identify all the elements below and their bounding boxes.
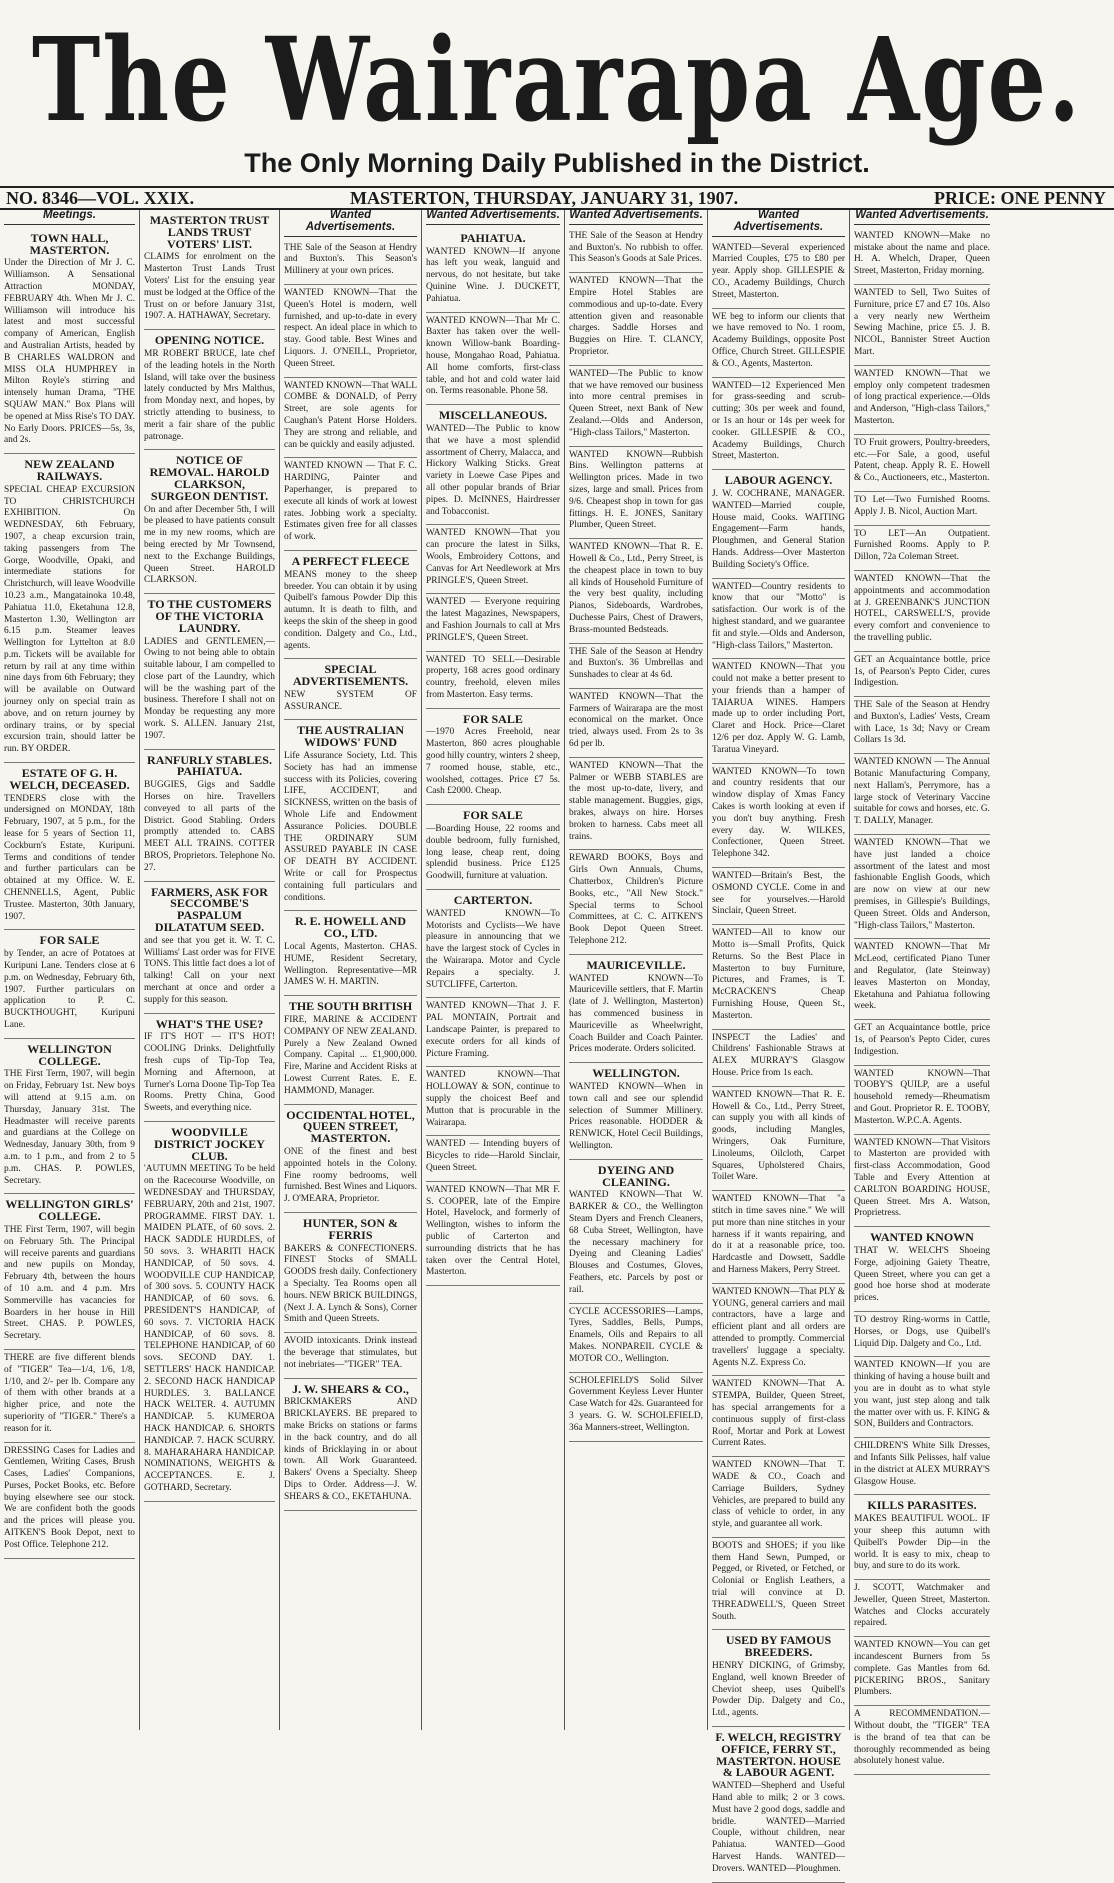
advertisement <box>712 579 845 660</box>
advertisement-body: WANTED—The Public to know that we have removed our business into more central premises in Queen Street, next Bank of New Zealand.—Olds and Anderson, "High-class Tailors," Masterton. <box>569 368 703 438</box>
advertisement-body: CLAIMS for enrolment on the Masterton Trust Lands Trust Voters' List for the ensuing year must be lodged at the Office of the Trust on or before January 31st, 1907. A. HATHAWAY, Secretary. <box>144 252 275 322</box>
advertisement-body: WANTED KNOWN—That you can procure the latest in Silks, Wools, Embroidery Cottons, and Canvas for Art Needlework at Mrs PRINGLE'S, Queen Street. <box>426 528 560 586</box>
advertisement <box>854 1135 990 1228</box>
advertisement <box>144 882 275 1014</box>
advertisement-body: WANTED TO SELL—Desirable property, 168 acres good ordinary country, freehold, eleven miles from Masterton. Easy terms. <box>426 654 560 700</box>
advertisement <box>854 1438 990 1495</box>
advertisement-body: WANTED KNOWN—You can get incandescent Burners from 5s complete. Gas Mantles from 6d. PICKERING BROS., Sanitary Plumbers. <box>854 1640 990 1698</box>
newspaper-subtitle: The Only Morning Daily Published in the District. <box>244 148 870 178</box>
advertisement <box>426 594 560 651</box>
advertisement <box>854 285 990 366</box>
advertisement-title: TO THE CUSTOMERS OF THE VICTORIA LAUNDRY. <box>147 597 272 635</box>
advertisement-body: THE Sale of the Season at Hendry and Buxton's, Ladies' Vests, Cream with Lace, 1s 3d; Navy or Cream Collars 1s 3d. <box>854 700 990 746</box>
advertisement-title: OCCIDENTAL HOTEL, QUEEN STREET, MASTERTON. <box>286 1107 415 1146</box>
advertisement-title: WELLINGTON COLLEGE. <box>27 1041 112 1068</box>
advertisement-body: WANTED KNOWN—That we have just landed a choice assortment of the latest and most fashionable English Goods, which are now on view at our new premises, in Gillespie's Buildings, Queen Street. Olds and Anderson, "High-class Tailors," Masterton. <box>854 838 990 931</box>
advertisement-body: WANTED KNOWN—To Mauriceville settlers, that F. Martin (late of J. Wellington, Masterton) has commenced business in Mauriceville as Wheelwright, Coach Builder and Coach Painter. Prices moderate. Orders solicited. <box>569 973 703 1055</box>
advertisement <box>569 539 703 643</box>
advertisement-body: WANTED — Intending buyers of Bicycles to ride—Harold Sinclair, Queen Street. <box>426 1139 560 1173</box>
advertisement-title: SPECIAL ADVERTISEMENTS. <box>292 662 409 689</box>
advertisement-body: WANTED KNOWN—That the Farmers of Wairarapa are the most economical on the market. Once tried, always used. From 2s to 3s 6d per lb. <box>569 691 703 750</box>
column-heading: Meetings. <box>4 210 135 225</box>
advertisement-title: THE SOUTH BRITISH <box>288 999 413 1014</box>
advertisement <box>4 454 135 763</box>
advertisement-body: WANTED — Everyone requiring the latest Magazines, Newspapers, and Fashion Journals to call at Mrs PRINGLE'S, Queen Street. <box>426 597 560 643</box>
column-7 <box>850 209 994 1767</box>
advertisement <box>284 720 417 911</box>
advertisement <box>854 366 990 435</box>
advertisement-body: WANTED KNOWN — The Annual Botanic Manufacturing Company, next Hallam's, Perrymore, has a large stock of Veterinary Vaccine suitable for cows and horses, etc. G. T. DALLY, Manager. <box>854 757 990 827</box>
advertisement-body: WANTED KNOWN—Rubbish Bins. Wellington patterns at Wellington prices. Made in two sizes, large and small. Prices from 9/6. Cheapest shop in town for gas fittings. H. E. JONES, Sanitary Plumber, Queen Street. <box>569 449 703 531</box>
advertisement-body: WANTED KNOWN—That R. E. Howell & Co., Ltd., Perry Street, can supply you with all kinds of goods, including Mangles, Wringers, Oak Furniture, Linoleums, Oilcloth, Carpet Squares, Upholstered Chairs, Toilet Ware. <box>712 1089 845 1183</box>
advertisement <box>854 1020 990 1065</box>
dateline: MASTERTON, THURSDAY, JANUARY 31, 1907. <box>350 188 739 208</box>
advertisement-body: THE First Term, 1907, will begin on Friday, February 1st. New boys will attend at 9.15 a.m. on Thursday, January 31st. The Headmaster will receive parents and guardians at the College on Wednesday, January 30th, from 9 a.m. to 1 p.m., and from 2 to 5 p.m. CHAS. P. POWLES, Secretary. <box>4 1069 135 1186</box>
column-heading: Wanted Advertisements. <box>854 210 990 225</box>
advertisement-body: A RECOMMENDATION.—Without doubt, the "TIGER" TEA is the brand of tea that can be thoroughly recommended as being absolutely honest value. <box>854 1709 990 1767</box>
advertisement <box>854 1580 990 1637</box>
advertisement <box>426 1182 560 1286</box>
advertisement-body: WANTED KNOWN—If you are thinking of having a house built and you are in doubt as to what style you want, just step along and talk the matter over with us. F. KING & SON, Builders and Contractors. <box>854 1360 990 1430</box>
advertisement <box>569 758 703 851</box>
advertisement-body: J. SCOTT, Watchmaker and Jeweller, Queen Street, Masterton. Watches and Clocks accurately repaired. <box>854 1583 990 1629</box>
advertisement-body: WANTED KNOWN—That WALL COMBE & DONALD, of Perry Street, are sole agents for Caughan's Patent Horse Holders. They are strong and reliable, and can be quickly and easily adjusted. <box>284 380 417 450</box>
advertisement <box>284 285 417 378</box>
advertisement <box>854 835 990 939</box>
advertisement-body: THE Sale of the Season at Hendry and Buxton's. 36 Umbrellas and Sunshades to clear at 4s 6d. <box>569 646 703 681</box>
advertisement <box>712 764 845 868</box>
advertisement-title: HUNTER, SON & FERRIS <box>302 1215 398 1242</box>
advertisement-title: PAHIATUA. <box>460 230 526 245</box>
advertisement-body: WANTED—Country residents to know that our "Motto" is satisfaction. Our work is of the highest standard, and we guarantee fit and style.—Olds and Anderson, "High-class Tailors," Masterton. <box>712 581 845 651</box>
advertisement <box>284 1379 417 1511</box>
advertisement-body: WANTED KNOWN—That R. E. Howell & Co., Ltd., Perry Street, is the cheapest place in town to buy all kinds of Household Furniture of the very best quality, including Pianos, Sideboards, Wardrobes, Duchesse Pairs, Chest of Drawers, Brass-mounted Bedsteads. <box>569 542 703 635</box>
advertisement-body: INSPECT the Ladies' and Childrens' Fashionable Straws at ALEX MURRAY'S Glasgow House. Price from 1s each. <box>712 1032 845 1078</box>
advertisement-body: NEW SYSTEM OF ASSURANCE. <box>284 689 417 712</box>
column-4 <box>422 210 565 1730</box>
advertisement <box>569 850 703 954</box>
advertisement <box>712 1191 845 1284</box>
advertisement-body: WANTED KNOWN—That "a stitch in time saves nine." We will put more than nine stitches in your harness if it wants repairing, and do it at a reasonable price, too. Hardcastle and Dowsett, Saddle and Harness Makers, Perry Street. <box>712 1194 845 1275</box>
advertisement <box>284 551 417 659</box>
advertisement <box>854 228 990 285</box>
advertisement <box>854 1312 990 1357</box>
advertisement-title: WHAT'S THE USE? <box>155 1016 264 1031</box>
advertisement-body: WANTED KNOWN—To Motorists and Cyclists—We have pleasure in announcing that we have the largest stock of Cycles in the Wairarapa. Motor and Cycle Repairs a specialty. J. SUTCLIFFE, Carterton. <box>426 908 560 990</box>
advertisement <box>569 228 703 273</box>
price: PRICE: ONE PENNY <box>933 188 1106 208</box>
advertisement <box>426 1067 560 1136</box>
advertisement-title: KILLS PARASITES. <box>867 1498 977 1513</box>
advertisement-body: WANTED KNOWN—That the Empire Hotel Stables are commodious and up-to-date. Every attention given and reasonable charges. Saddle Horses and Buggies on Hire. T. CLANCY, Proprietor. <box>569 276 703 357</box>
column-heading: Wanted Advertisements. <box>569 210 703 225</box>
advertisement-body: WANTED KNOWN—That T. WADE & CO., Coach and Carriage Builders, Sydney Vehicles, are prepared to build any class of vehicle to order, in any style, and guarantee all work. <box>712 1460 845 1530</box>
advertisement-body: FIRE, MARINE & ACCIDENT COMPANY OF NEW ZEALAND. Purely a New Zealand Owned Company. Capital ... £1,900,000. Fire, Marine and Accident Risks at Lowest Current Rates. E. E. HAMMOND, Manager. <box>284 1015 417 1096</box>
advertisement-body: 'AUTUMN MEETING To be held on the Racecourse Woodville, on WEDNESDAY and THURSDAY, FEBRUARY, 20th and 21st, 1907. PROGRAMME. FIRST DAY. 1. MAIDEN PLATE, of 60 sovs. 2. HACK SADDLE HURDLES, of 50 sovs. 3. WHARITI HACK HANDICAP, of 50 sovs. 4. WOODVILLE CUP HANDICAP, of 300 sovs. 5. COUNTY HACK HANDICAP, of 60 sovs. 6. PRESIDENT'S HANDICAP, of 60 sovs. 7. VICTORIA HACK HANDICAP, of 60 sovs. 8. TELEPHONE HANDICAP, of 60 sovs. SECOND DAY. 1. SETTLERS' HACK HANDICAP. 2. SECOND HACK HANDICAP HURDLES. 3. BALLANCE HACK WELTER. 4. AUTUMN HANDICAP. 5. KUMEROA HACK HANDICAP. 6. SHORTS HANDICAP. 7. HACK SCURRY. 8. MAHARAHARA HANDICAP. NOMINATIONS, WEIGHTS & ACCEPTANCES. E. J. GOTHARD, Secretary. <box>144 1164 275 1493</box>
advertisement <box>426 805 560 890</box>
advertisement <box>426 525 560 594</box>
advertisement-title: WOODVILLE DISTRICT JOCKEY CLUB. <box>154 1124 265 1163</box>
advertisement <box>284 1105 417 1213</box>
advertisement <box>284 458 417 551</box>
column-heading: Wanted Advertisements. <box>426 210 560 225</box>
advertisement-body: WANTED KNOWN—That Visitors to Masterton are provided with first-class Accommodation, Good Table and Every Attention at CARLTON BOARDING HOUSE, Queen Street. Mrs A. Watson, Proprietress. <box>854 1137 990 1219</box>
advertisement <box>144 1122 275 1502</box>
advertisement <box>569 1160 703 1304</box>
advertisement <box>144 450 275 594</box>
advertisement <box>4 1443 135 1559</box>
advertisement <box>4 930 135 1038</box>
advertisement <box>4 228 135 454</box>
advertisement-title: RANFURLY STABLES. PAHIATUA. <box>147 752 272 779</box>
advertisement-body: SPECIAL CHEAP EXCURSION TO CHRISTCHURCH EXHIBITION. On WEDNESDAY, 6th February, 1907, a cheap excursion train, taking passengers from The Gorge, Woodville, Opaki, and intermediate stations for Christchurch, will leave Woodville 10.23 a.m., Mangatainoka 10.48, Pahiatua 11.0, Eketahuna 12.8, Masterton 1.30, Wellington arr 6.15 p.m. Steamer leaves Wellington for Lyttelton at 8.0 p.m. Tickets will be available for return by rail at any time within nine days from 6th February; they will be available on Outward journey only on special train as above, and on return journey by ordinary trains, or by special excursion train, should latter be run. BY ORDER. <box>4 484 135 755</box>
masthead <box>0 0 1114 208</box>
advertisement <box>854 526 990 571</box>
advertisement-body: HENRY DICKING, of Grimsby, England, well known Breeder of Cheviot sheep, uses Quibell's Powder Dip. Dalgety and Co., Ltd., agents. <box>712 1661 845 1719</box>
advertisement-body: WANTED KNOWN—If anyone has left you weak, languid and nervous, do not hesitate, but take Quinine Wine. J. DUCKETT, Pahiatua. <box>426 246 560 304</box>
advertisement <box>854 1495 990 1580</box>
advertisement-title: DYEING AND CLEANING. <box>597 1162 675 1189</box>
advertisement-body: WANTED KNOWN—That HOLLOWAY & SON, continue to supply the choicest Beef and Mutton that is procurable in the Wairarapa. <box>426 1070 560 1128</box>
advertisement-title: R. E. HOWELL AND CO., LTD. <box>294 914 407 941</box>
advertisement <box>712 1376 845 1457</box>
advertisement-title: THE AUSTRALIAN WIDOWS' FUND <box>296 723 405 750</box>
advertisement <box>284 659 417 720</box>
advertisement <box>712 659 845 763</box>
advertisement-body: Local Agents, Masterton. CHAS. HUME, Resident Secretary, Wellington. Representative—MR JAMES W. H. MARTIN. <box>284 942 417 988</box>
advertisement <box>569 366 703 447</box>
advertisement <box>4 1039 135 1195</box>
advertisement-body: WANTED—12 Experienced Men for grass-seeding and scrub-cutting; 30s per week and found, or 1s an hour or 14s per week for cooker. GILLESPIE & CO., Academy Buildings, Church Street, Masterton. <box>712 380 845 462</box>
advertisement-title: ESTATE OF G. H. WELCH, DECEASED. <box>9 766 130 792</box>
advertisement <box>284 1213 417 1333</box>
advertisement-title: WELLINGTON GIRLS' COLLEGE. <box>5 1197 134 1224</box>
advertisement-body: LADIES and GENTLEMEN,—Owing to not being able to obtain suitable labour, I am compelled to close part of the Laundry, which will be the washing part of the business. Therefore I shall not on Monday be requesting any more work. S. ALLEN. January 21st, 1907. <box>144 636 275 741</box>
advertisement-body: MR ROBERT BRUCE, late chef of the leading hotels in the North Island, will take over the business lately conducted by Mrs Malthus, from Monday next, and hopes, by strictly attending to business, to merit a fair share of the public patronage. <box>144 348 275 442</box>
advertisement-body: BOOTS and SHOES; if you like them Hand Sewn, Pumped, or Pegged, or Riveted, or Fetched, or Colonial or English Leathers, a trial will convince at D. THREADWELL'S, Queen Street South. <box>712 1540 845 1622</box>
advertisement-body: WANTED KNOWN—That A. STEMPA, Builder, Queen Street, has special arrangements for a continuous supply of first-class Roof, Mortar and Pork at Lowest Current Rates. <box>712 1379 845 1449</box>
advertisement <box>712 1030 845 1087</box>
advertisement <box>569 1373 703 1442</box>
advertisement-title: FARMERS, ASK FOR SECCOMBE'S PASPALUM DILATATUM SEED. <box>151 884 268 935</box>
advertisement <box>854 1357 990 1438</box>
advertisement <box>4 1350 135 1443</box>
advertisement <box>284 1333 417 1378</box>
advertisement <box>426 998 560 1067</box>
advertisement-body: and see that you get it. W. T. C. Williams' Last order was for FIVE TONS. This little fact does a lot of talking! Call on your next merchant at once and order a supply for this season. <box>144 935 275 1005</box>
advertisement-body: MAKES BEAUTIFUL WOOL. IF your sheep this autumn with Quibell's Powder Dip—in the world. It is easy to mix, cheap to buy, and sure to do its work. <box>854 1514 990 1572</box>
advertisement-body: TO destroy Ring-worms in Cattle, Horses, or Dogs, use Quibell's Liquid Dip. Dalgety and Co., Ltd. <box>854 1314 990 1349</box>
advertisement-body: WANTED—The Public to know that we have a most splendid assortment of Cherry, Malacca, and Hickory Walking Sticks. Great variety in Loewe Case Pipes and all other popular brands of Briar pipes. D. McINNES, Hairdresser and Tobacconist. <box>426 423 560 517</box>
advertisement <box>569 644 703 689</box>
advertisement-title: LABOUR AGENCY. <box>724 473 833 488</box>
advertisement-body: THE Sale of the Season at Hendry and Buxton's. This Season's Millinery at your own prices. <box>284 242 417 277</box>
advertisement-title: CARTERTON. <box>453 893 533 908</box>
advertisement <box>854 1637 990 1706</box>
column-6 <box>708 209 850 1874</box>
advertisement <box>144 750 275 882</box>
advertisement-body: WANTED—Several experienced Married Couples, £75 to £80 per year. Apply shop. GILLESPIE & CO., Academy Buildings, Church Street, Masterton. <box>712 242 845 300</box>
advertisement <box>854 435 990 492</box>
advertisement <box>426 1136 560 1181</box>
advertisement <box>712 1087 845 1191</box>
advertisement <box>144 594 275 750</box>
column-5 <box>565 210 708 1730</box>
advertisement-title: WELLINGTON. <box>592 1066 680 1081</box>
advertisement-body: THAT W. WELCH'S Shoeing Forge, adjoining Gaiety Theatre, Queen Street, where you can get a good hoe horse shod at moderate prices. <box>854 1245 990 1304</box>
advertisement-body: —Boarding House, 22 rooms and double bedroom, fully furnished, long lease, cheap rent, doing splendid business. Price £125 Goodwill, furniture at valuation. <box>426 824 560 882</box>
advertisement <box>854 1227 990 1312</box>
newspaper-title: The Wairarapa Age. <box>31 12 1083 148</box>
advertisement <box>712 309 845 378</box>
advertisement-title: USED BY FAMOUS BREEDERS. <box>725 1633 832 1660</box>
advertisement <box>144 330 275 450</box>
advertisement-title: MASTERTON TRUST LANDS TRUST VOTERS' LIST. <box>149 213 270 251</box>
advertisement <box>426 890 560 998</box>
advertisement <box>712 470 845 578</box>
advertisement-body: TO Let—Two Furnished Rooms. Apply J. B. Nicol, Auction Mart. <box>854 494 990 517</box>
advertisement-body: BRICKMAKERS AND BRICKLAYERS. BE prepared to make Bricks on stations or farms in the back country, and do all kinds of Bricklaying in or about town. All Work Guaranteed. Bakers' Ovens a Specialty. Sheep Dips to Order. Address—J. W. SHEARS & CO., EKETAHUNA. <box>284 1397 417 1502</box>
advertisement-body: GET an Acquaintance bottle, price 1s, of Pearson's Pepto Cider, cures Indigestion. <box>854 1023 990 1057</box>
advertisement-title: MAURICEVILLE. <box>586 957 686 972</box>
advertisement <box>144 210 275 330</box>
advertisement-body: REWARD BOOKS, Boys and Girls Own Annuals, Chums, Chatterbox, Children's Picture Books, etc., "All New Stock." Special terms to School Committees, at C. C. AITKEN'S Book Depot Queen Street. Telephone 212. <box>569 853 703 947</box>
advertisement <box>712 868 845 925</box>
advertisement-body: TO Fruit growers, Poultry-breeders, etc.—For Sale, a good, useful Patent, cheap. Apply R. E. Howell & Co., Auctioneers, etc., Masterton. <box>854 437 990 484</box>
advertisement-title: NEW ZEALAND RAILWAYS. <box>24 457 115 483</box>
advertisement <box>854 754 990 835</box>
advertisement <box>426 652 560 709</box>
advertisement-body: AVOID intoxicants. Drink instead the beverage that stimulates, but not inebriates—"TIGER" TEA. <box>284 1336 417 1370</box>
advertisement <box>712 1538 845 1631</box>
advertisement <box>4 763 135 930</box>
advertisement-title: OPENING NOTICE. <box>154 333 265 348</box>
advertisement-body: WANTED KNOWN—That you could not make a better present to your friends than a hamper of TAIARUA WINES. Hampers made up to order including Port, Claret and Hock. Price—Claret 12/6 per doz. Apply W. G. Lamb, Taratua Vineyard. <box>712 662 845 755</box>
advertisement-title: NOTICE OF REMOVAL. HAROLD CLARKSON, SURGEON DENTIST. <box>149 453 270 503</box>
advertisement-body: THE Sale of the Season at Hendry and Buxton's. No rubbish to offer. This Season's Goods at Sale Prices. <box>569 230 703 265</box>
advertisement <box>854 697 990 754</box>
advertisement-body: WANTED KNOWN — That F. C. HARDING, Painter and Paperhanger, is prepared to execute all kinds of work at lowest rates. Jobbing work a specialty. Estimates given free for all classes of work. <box>284 461 417 543</box>
advertisement <box>284 378 417 459</box>
advertisement <box>426 313 560 406</box>
column-heading: Wanted Advertisements. <box>712 210 845 237</box>
advertisement <box>284 240 417 285</box>
advertisement <box>854 571 990 652</box>
advertisement-body: —1970 Acres Freehold, near Masterton, 860 acres ploughable good hilly country, winters 2 sheep, 7 roomed house, stable, etc., woolshed, cottages. Price £7 5s. Cash £2000. Cheap. <box>426 727 561 797</box>
advertisement-body: ONE of the finest and best appointed hotels in the Colony. Fine roomy bedrooms, well furnished. Best Wines and Liquors. J. O'MEARA, Proprietor. <box>284 1146 417 1205</box>
advertisement-body: DRESSING Cases for Ladies and Gentlemen, Writing Cases, Brush Cases, Ladies' Companions, Purses, Pocket Books, etc. Before buying elsewhere see our stock. We are confident both the goods and the prices will please you. AITKEN'S Book Depot, next to Post Office. Telephone 212. <box>4 1445 135 1550</box>
advertisement-body: J. W. COCHRANE, MANAGER. WANTED—Married couple, House maid, Cooks. WAITING Engagement—Farm hands, Ploughmen, and General Station Hands. Address—Over Masterton Building Society's Office. <box>712 488 845 570</box>
advertisement-body: Life Assurance Society, Ltd. This Society has had an immense success with its Policies, covering LIFE, ACCIDENT, and SICKNESS, written on the basis of Whole Life and Endowment Assurance Policies. DOUBLE THE ORDINARY SUM ASSURED PAYABLE IN CASE OF DEATH BY ACCIDENT. Write or call for Prospectus containing full particulars and conditions. <box>284 751 417 903</box>
advertisement-body: WANTED KNOWN—That MR F. S. COOPER, late of the Empire Hotel, Havelock, and formerly of Wellington, wishes to inform the public of Carterton and surrounding districts that he has taken over the Central Hotel, Masterton. <box>426 1184 560 1278</box>
column-1 <box>0 210 140 1730</box>
advertisement <box>569 273 703 366</box>
advertisement-body: WANTED KNOWN—That TOOBY'S QUILP, are a useful household remedy—Rheumatism and Gout. Proprietor R. E. TOOBY, Masterton. W.P.C.A. Agents. <box>854 1068 990 1126</box>
advertisement-title: WANTED KNOWN <box>870 1230 974 1245</box>
advertisement-body: WANTED KNOWN—That Mr C. Baxter has taken over the well-known Willow-bank Boarding-house, Mongahao Road, Pahiatua. All home comforts, first-class table, and hot and cold water laid on. Terms reasonable. Phone 58. <box>426 315 560 397</box>
advertisement-body: Under the Direction of Mr J. C. Williamson. A Sensational Attraction MONDAY, FEBRUARY 4th. When Mr J. C. Williamson will introduce his latest and most successful company of American, English and Australian Artists, headed by B CHARLES WALDRON and MISS OLA HUMPHREY in Milton Royle's stirring and intensely human Drama, "THE SQUAW MAN." Box Plans will be opened at Miss Rise's TO DAY. No Early Doors. PRICES—5s, 3s, and 2s. <box>4 258 135 446</box>
advertisement <box>284 996 417 1104</box>
advertisement <box>569 1304 703 1373</box>
advertisement-title: FOR SALE <box>463 808 523 823</box>
advertisement-body: TO LET—An Outpatient. Furnished Rooms. Apply to P. Dillon, 72a Coleman Street. <box>854 528 990 563</box>
advertisement <box>854 1066 990 1135</box>
advertisement-body: THE First Term, 1907, will begin on February 5th. The Principal will receive parents and guardians and new pupils on Monday, February 4th, between the hours of 10 a.m. and 4 p.m. Mrs Sommerville has vacancies for Boarders in her house in Hill Street. CHAS. P. POWLES, Secretary. <box>4 1224 135 1342</box>
advertisement-body: WANTED—Shepherd and Useful Hand able to milk; 2 or 3 cows. Must have 2 good dogs, saddle and bridle. WANTED—Married Couple, without children, near Pahiatua. WANTED—Good Harvest Hands. WANTED—Drovers. WANTED—Ploughmen. <box>712 1781 845 1874</box>
advertisement-body: WANTED KNOWN—That W. BARKER & CO., the Wellington Steam Dyers and French Cleaners, 68 Cuba Street, Wellington, have the necessary machinery for Dyeing and Cleaning Ladies' Blouses and Costumes, Gloves, Feathers, etc. Parcels by post or rail. <box>569 1190 703 1295</box>
advertisement <box>569 689 703 758</box>
advertisement-body: WANTED KNOWN—That the Palmer or WEBB STABLES are the most up-to-date, livery, and stable management. Buggies, gigs, brakes, always on hire. Horses broken to harness. Cabs meet all trains. <box>569 760 703 842</box>
advertisement-body: WANTED—Britain's Best, the OSMOND CYCLE. Come in and see for yourselves.—Harold Sinclair, Queen Street. <box>712 871 845 917</box>
advertisement-body: WANTED KNOWN—That the Queen's Hotel is modern, well furnished, and up-to-date in every respect. An ideal place in which to stay. Good table. Best Wines and Liquors. J. O'NEILL, Proprietor, Queen Street. <box>284 287 417 369</box>
advertisement <box>712 1630 845 1727</box>
advertisement <box>712 240 845 309</box>
advertisement <box>426 228 560 313</box>
advertisement <box>569 955 703 1063</box>
advertisement-body: MEANS money to the sheep breeder. You can obtain it by using Quibell's famous Powder Dip this autumn. It is death to filth, and keeps the skin of the sheep in good condition. Dalgety and Co., Ltd., agents. <box>284 569 417 651</box>
advertisement-body: by Tender, an acre of Potatoes at Kuripuni Lane. Tenders close at 6 p.m. on Wednesday, February 6th, 1907. Further particulars on application to P. C. BUCKTHOUGHT, Kuripuni Lane. <box>4 949 135 1030</box>
issue-bar <box>0 186 1114 210</box>
advertisement-body: WANTED KNOWN—That Mr McLeod, certificated Piano Tuner and Regulator, (late Steinway) leaves Masterton on Monday, Eketahuna and Pahiatua following week. <box>854 942 990 1012</box>
advertisement-body: THERE are five different blends of "TIGER" Tea—1/4, 1/6, 1/8, 1/10, and 2/- per lb. Compare any of them with other brands at a higher price, and note the superiority of "TIGER." There's a reason for it. <box>4 1352 135 1434</box>
issue-number: NO. 8346—VOL. XXIX. <box>6 188 195 208</box>
advertisement-body: WANTED KNOWN—That we employ only competent tradesmen of long practical experience.—Olds and Anderson, "High-class Tailors," Masterton. <box>854 368 990 426</box>
advertisement <box>712 378 845 471</box>
advertisement <box>569 1063 703 1160</box>
advertisement-body: GET an Acquaintance bottle, price 1s, of Pearson's Pepto Cider, cures Indigestion. <box>854 654 990 689</box>
advertisement <box>712 1727 845 1883</box>
advertisement <box>854 1706 990 1775</box>
column-3 <box>280 210 422 1730</box>
advertisement <box>712 1457 845 1538</box>
advertisement-body: WANTED KNOWN—When in town call and see our splendid selection of Summer Millinery. Prices reasonable. HODDER & RENWICK, Hotel Cecil Buildings, Wellington. <box>569 1082 703 1151</box>
advertisement <box>284 911 417 996</box>
advertisement-body: CYCLE ACCESSORIES—Lamps, Tyres, Saddles, Bells, Pumps, Enamels, Oils and Repairs to all Makes. NONPAREIL CYCLE & MOTOR CO., Wellington. <box>569 1306 703 1364</box>
advertisement <box>854 492 990 526</box>
advertisement <box>712 1284 845 1377</box>
advertisement <box>569 447 703 540</box>
advertisement-title: MISCELLANEOUS. <box>438 408 548 423</box>
advertisement-body: WANTED KNOWN—Make no mistake about the name and place. H. A. Whelch, Draper, Queen Street, Masterton, Friday morning. <box>854 230 990 277</box>
advertisement-title: FOR SALE <box>463 711 523 726</box>
advertisement <box>854 652 990 697</box>
advertisement-title: J. W. SHEARS & CO., <box>292 1381 409 1396</box>
advertisement-body: IF IT'S HOT — IT'S HOT! COOLING Drinks. Delightfully fresh cups of Tip-Top Tea, Morning and Afternoon, at Turner's Lorna Doone Tip-Top Tea Rooms. Pretty China, Good Sweets, and everything nice. <box>144 1032 275 1114</box>
advertisement-body: On and after December 5th, I will be pleased to have patients consult me in my new rooms, which are being erected by Mr Townsend, next to the Exchange Buildings, Queen Street. HAROLD CLARKSON. <box>144 504 275 586</box>
advertisement <box>426 405 560 525</box>
advertisement-title: TOWN HALL, MASTERTON. <box>29 230 110 257</box>
column-2 <box>140 210 280 1730</box>
advertisement <box>144 1014 275 1122</box>
advertisement-body: WANTED to Sell, Two Suites of Furniture, price £7 and £7 10s. Also a very nearly new Wertheim Sewing Machine, price £5. J. B. NICOL, Bannister Street Auction Mart. <box>854 287 990 357</box>
advertisement <box>854 939 990 1020</box>
columns <box>0 209 1114 1874</box>
advertisement-body: WANTED—All to know our Motto is—Small Profits, Quick Returns. So the Best Place in Masterton to buy Furniture, Pictures, and Frames, is T. McCRACKEN'S Cheap Furnishing House, Queen St., Masterton. <box>712 928 845 1021</box>
advertisement-body: WANTED KNOWN—That PLY & YOUNG, general carriers and mail contractors, have a large and efficient plant and all orders are attended to promptly. Commercial travellers' luggage a specialty. Agents N.Z. Express Co. <box>712 1286 845 1368</box>
advertisement-body: WANTED KNOWN—To town and country residents that our window display of Xmas Fancy Cakes is worth looking at even if you don't buy anything. Fresh every day. W. WILKES, Confectioner, Queen Street. Telephone 342. <box>712 766 845 860</box>
advertisement-title: FOR SALE <box>39 933 100 948</box>
advertisement-body: SCHOLEFIELD'S Solid Silver Government Keyless Lever Hunter Case Watch for 42s. Guaranteed for 3 years. G. W. SCHOLEFIELD, 36a Manners-street, Wellington. <box>569 1375 703 1433</box>
advertisement-body: TENDERS close with the undersigned on MONDAY, 18th February, 1907, at 5 p.m., for the lease for 5 years of Section 11, Cockburn's Estate, Kuripuni. Terms and conditions of tender and further particulars can be obtained at my Office. W. E. CHENNELLS, Agent, Public Trustee. Masterton, 30th January, 1907. <box>4 793 135 922</box>
advertisement-title: F. WELCH, REGISTRY OFFICE, FERRY ST., MASTERTON. HOUSE & LABOUR AGENT. <box>715 1730 842 1780</box>
advertisement-body: WANTED KNOWN—That J. F. PAL MONTAIN, Portrait and Landscape Painter, is prepared to execute orders for all kinds of Picture Framing. <box>426 1001 560 1059</box>
advertisement-body: WANTED KNOWN—That the appointments and accommodation at J. GREENBANK'S JUNCTION HOTEL, CARSWELL'S, provide every comfort and convenience to the travelling public. <box>854 573 990 643</box>
advertisement <box>4 1194 135 1350</box>
advertisement-body: BUGGIES, Gigs and Saddle Horses on hire. Travellers conveyed to all parts of the District. Good Stabling. Orders promptly attended to. CABS MEET ALL TRAINS. COTTER BROS, Proprietors. Telephone No. 27. <box>144 780 275 873</box>
advertisement-title: A PERFECT FLEECE <box>291 553 410 568</box>
advertisement-body: BAKERS & CONFECTIONERS. FINEST Stocks of SMALL GOODS fresh daily. Confectionery a Specialty. Tea Rooms open all hours. NEW BRICK BUILDINGS, (Next J. A. Lynch & Sons), Corner Smith and Queen Streets. <box>284 1243 417 1325</box>
column-heading: Wanted Advertisements. <box>284 210 417 237</box>
advertisement-body: WE beg to inform our clients that we have removed to No. 1 room, Academy Buildings, opposite Post Office, Church Street. GILLESPIE & CO., Agents, Masterton. <box>712 311 845 369</box>
advertisement <box>712 925 845 1029</box>
advertisement <box>426 709 560 806</box>
advertisement-body: CHILDREN'S White Silk Dresses, and Infants Silk Pelisses, half value in the district at ALEX MURRAY'S Glasgow House. <box>854 1441 990 1487</box>
